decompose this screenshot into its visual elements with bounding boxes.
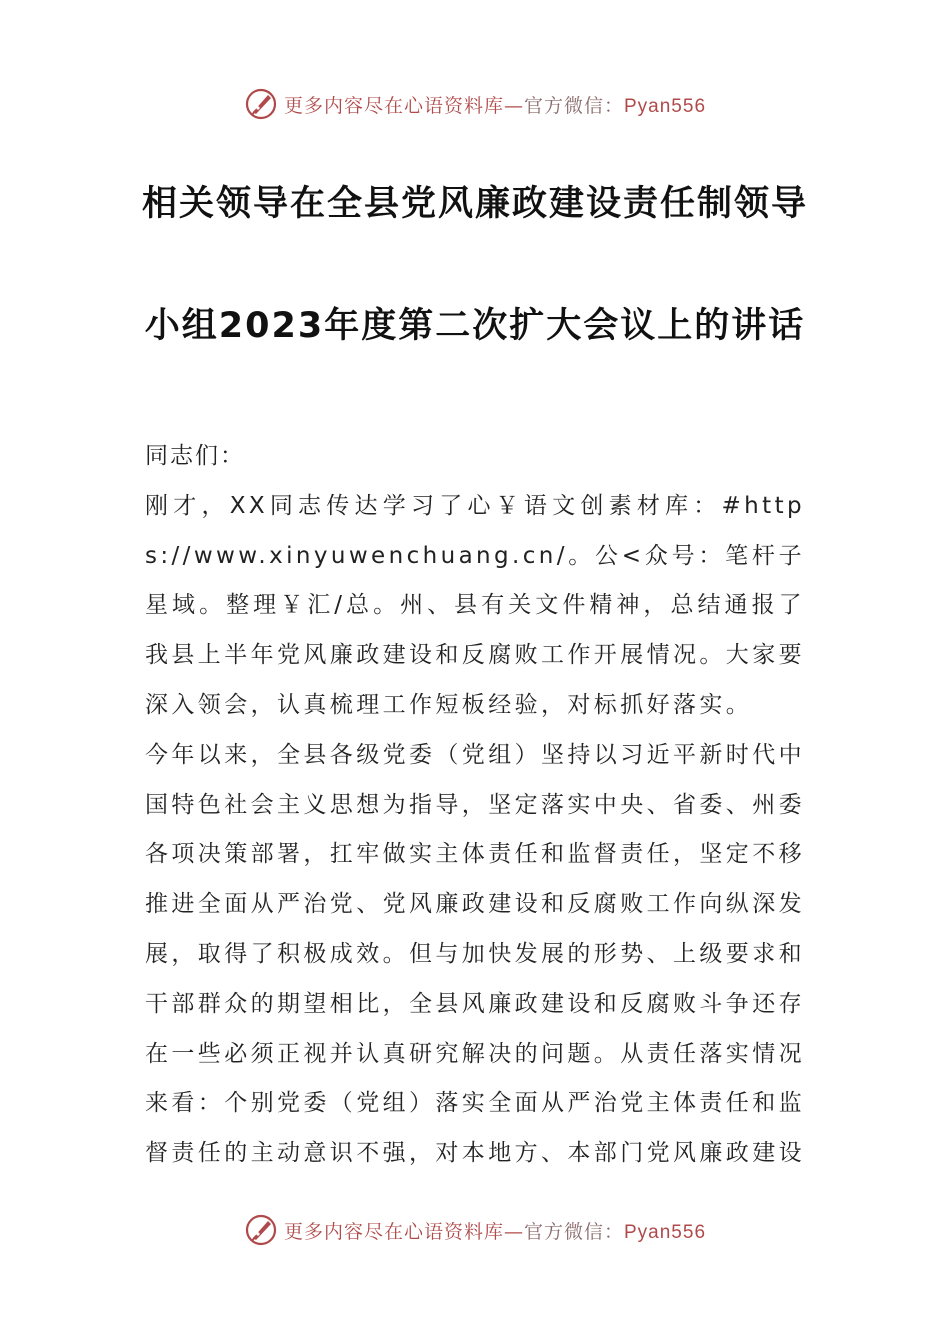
salutation: 同志们： (145, 443, 245, 469)
watermark-text (284, 91, 706, 118)
watermark-wechat-id: Pyan556 (624, 95, 707, 117)
body-paragraph-2: 今年以来，全县各级党委（党组）坚持以习近平新时代中国特色社会主义思想为指导，坚定落实中央、省委、州委各项决策部署，扛牢做实主体责任和监督责任，坚定不移推进全面从严治党、党风廉政建设和反腐败工作向纵深发展，取得了积极成效。但与加快发展的形势、上级要求和干部群众的期望相比，全县风廉政建设和反腐败斗争还存在一些必须正视并认真研究解决的问题。从责任落实情况来看：个别党委（党组）落实全面从严治党主体责任和监督责任的主动意识不强，对本地方、本部门党风廉政建设 (145, 741, 805, 1167)
document-body (145, 432, 805, 1179)
watermark-dash: — (503, 1220, 524, 1243)
quill-pen-circle-icon (244, 87, 278, 121)
header-watermark-banner (0, 84, 950, 124)
watermark-dash: — (503, 94, 524, 117)
watermark-text (284, 1217, 706, 1244)
watermark-main: 更多内容尽在心语资料库 (283, 94, 504, 117)
document-title-line-2: 小组2023年度第二次扩大会议上的讲话 (144, 306, 806, 346)
document-title-line-1: 相关领导在全县党风廉政建设责任制领导 (141, 184, 808, 224)
watermark-wechat-id: Pyan556 (624, 1221, 707, 1243)
watermark-sub: 官方微信： (523, 1220, 624, 1243)
watermark-main: 更多内容尽在心语资料库 (283, 1220, 504, 1243)
body-paragraph-1: 刚才，XX同志传达学习了心￥语文创素材库：#https://www.xinyuwenchuang.cn/。公<众号：笔杆子星域。整理￥汇/总。州、县有关文件精神，总结通报了我县上半年党风廉政建设和反腐败工作开展情况。大家要深入领会，认真梳理工作短板经验，对标抓好落实。 (145, 492, 805, 718)
footer-watermark-banner (0, 1210, 950, 1250)
quill-pen-circle-icon (244, 1213, 278, 1247)
watermark-sub: 官方微信： (523, 94, 624, 117)
